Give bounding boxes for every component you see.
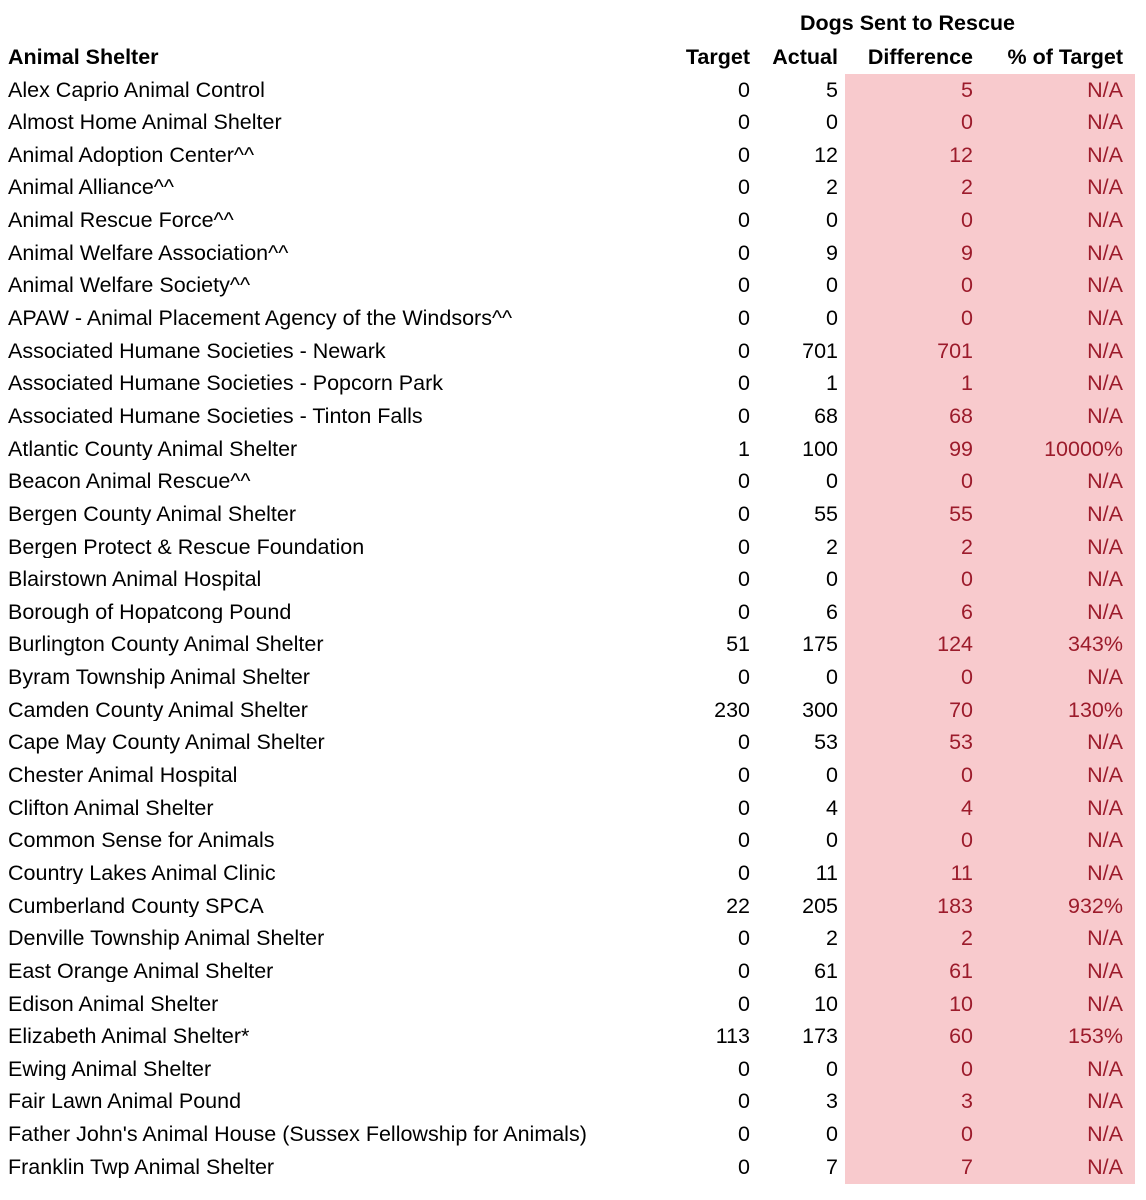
- table-row: [0, 890, 1146, 923]
- target-cell: 0: [738, 240, 750, 265]
- target-cell: 0: [738, 306, 750, 331]
- target-cell: 0: [738, 926, 750, 951]
- table-row: [0, 205, 1146, 238]
- target-cell: 0: [738, 1154, 750, 1179]
- col-header-actual: Actual: [772, 44, 838, 69]
- difference-cell: 60: [845, 1021, 987, 1054]
- pct-of-target-cell: N/A: [987, 270, 1135, 303]
- difference-cell: 12: [845, 139, 987, 172]
- col-header-difference: Difference: [867, 44, 973, 69]
- actual-cell: 701: [802, 338, 838, 363]
- shelter-name-cell: Associated Humane Societies - Popcorn Park: [8, 373, 443, 395]
- pct-of-target-cell: N/A: [987, 662, 1135, 695]
- shelter-name-cell: Animal Welfare Association^^: [8, 242, 289, 265]
- shelter-name-cell: Atlantic County Animal Shelter: [8, 438, 298, 461]
- shelter-name-cell: Animal Adoption Center^^: [8, 144, 255, 167]
- shelter-name-cell: Denville Township Animal Shelter: [8, 928, 325, 950]
- shelter-name-cell: Alex Caprio Animal Control: [8, 79, 265, 102]
- pct-of-target-cell: N/A: [987, 172, 1135, 205]
- difference-cell: 11: [845, 857, 987, 890]
- target-cell: 0: [738, 371, 750, 396]
- target-cell: 0: [738, 501, 750, 526]
- pct-of-target-cell: N/A: [987, 825, 1135, 858]
- target-cell: 0: [738, 958, 750, 983]
- actual-cell: 7: [826, 1154, 838, 1179]
- actual-cell: 4: [826, 795, 838, 820]
- pct-of-target-cell: N/A: [987, 335, 1135, 368]
- target-cell: 0: [738, 469, 750, 494]
- actual-cell: 175: [802, 632, 838, 657]
- difference-cell: 10: [845, 988, 987, 1021]
- target-cell: 0: [738, 795, 750, 820]
- target-cell: 0: [738, 1122, 750, 1147]
- table-title-row: [0, 6, 1146, 41]
- pct-of-target-cell: N/A: [987, 531, 1135, 564]
- actual-cell: 0: [826, 208, 838, 233]
- table-row: [0, 988, 1146, 1021]
- pct-of-target-cell: N/A: [987, 857, 1135, 890]
- target-cell: 0: [738, 1056, 750, 1081]
- difference-cell: 70: [845, 694, 987, 727]
- difference-cell: 0: [845, 825, 987, 858]
- difference-cell: 6: [845, 596, 987, 629]
- target-cell: 0: [738, 175, 750, 200]
- shelter-name-cell: Beacon Animal Rescue^^: [8, 471, 251, 493]
- table-row: [0, 237, 1146, 270]
- actual-cell: 0: [826, 1122, 838, 1147]
- shelter-name-cell: Father John's Animal House (Sussex Fellowship for Animals): [8, 1124, 587, 1146]
- actual-cell: 3: [826, 1089, 838, 1114]
- table-row: [0, 1053, 1146, 1086]
- actual-cell: 0: [826, 1056, 838, 1081]
- target-cell: 0: [738, 567, 750, 592]
- shelter-name-cell: Borough of Hopatcong Pound: [8, 601, 292, 624]
- table-row: [0, 727, 1146, 760]
- col-header-pct-of-target: % of Target: [1007, 44, 1123, 69]
- shelter-name-cell: Cape May County Animal Shelter: [8, 732, 325, 754]
- actual-cell: 11: [815, 860, 838, 885]
- pct-of-target-cell: N/A: [987, 923, 1135, 956]
- pct-of-target-cell: 153%: [987, 1021, 1135, 1054]
- actual-cell: 0: [826, 828, 838, 853]
- difference-cell: 2: [845, 172, 987, 205]
- table-row: [0, 792, 1146, 825]
- table-row: [0, 662, 1146, 695]
- actual-cell: 6: [826, 599, 838, 624]
- table-row: [0, 629, 1146, 662]
- table-row: [0, 1151, 1146, 1184]
- difference-cell: 0: [845, 205, 987, 238]
- shelter-name-cell: Bergen County Animal Shelter: [8, 503, 297, 526]
- pct-of-target-cell: N/A: [987, 988, 1135, 1021]
- table-row: [0, 172, 1146, 205]
- difference-cell: 183: [845, 890, 987, 923]
- difference-cell: 99: [845, 433, 987, 466]
- pct-of-target-cell: 130%: [987, 694, 1135, 727]
- pct-of-target-cell: 10000%: [987, 433, 1135, 466]
- difference-cell: 68: [845, 400, 987, 433]
- target-cell: 0: [738, 665, 750, 690]
- actual-cell: 0: [826, 110, 838, 135]
- shelter-name-cell: Associated Humane Societies - Tinton Falls: [8, 405, 423, 428]
- shelter-name-cell: Camden County Animal Shelter: [8, 699, 308, 722]
- actual-cell: 5: [826, 77, 838, 102]
- shelter-name-cell: Byram Township Animal Shelter: [8, 667, 310, 689]
- shelter-name-cell: Fair Lawn Animal Pound: [8, 1091, 242, 1113]
- shelter-name-cell: East Orange Animal Shelter: [8, 960, 274, 983]
- actual-cell: 2: [826, 534, 838, 559]
- target-cell: 1: [738, 436, 750, 461]
- target-cell: 0: [738, 208, 750, 233]
- target-cell: 0: [738, 77, 750, 102]
- target-cell: 230: [714, 697, 750, 722]
- table-row: [0, 694, 1146, 727]
- shelter-name-cell: Clifton Animal Shelter: [8, 797, 214, 820]
- difference-cell: 9: [845, 237, 987, 270]
- shelter-name-cell: Bergen Protect & Rescue Foundation: [8, 536, 365, 559]
- difference-cell: 1: [845, 368, 987, 401]
- target-cell: 0: [738, 534, 750, 559]
- pct-of-target-cell: N/A: [987, 1053, 1135, 1086]
- table-row: [0, 400, 1146, 433]
- table-row: [0, 596, 1146, 629]
- shelter-name-cell: Almost Home Animal Shelter: [8, 112, 282, 134]
- difference-cell: 0: [845, 759, 987, 792]
- table-row: [0, 955, 1146, 988]
- actual-cell: 205: [802, 893, 838, 918]
- shelter-name-cell: Associated Humane Societies - Newark: [8, 340, 386, 363]
- table-row: [0, 1086, 1146, 1119]
- difference-cell: 53: [845, 727, 987, 760]
- table-row: [0, 1119, 1146, 1152]
- target-cell: 0: [738, 1089, 750, 1114]
- table-row: [0, 466, 1146, 499]
- table-row: [0, 531, 1146, 564]
- table-row: [0, 270, 1146, 303]
- table-row: [0, 923, 1146, 956]
- actual-cell: 0: [826, 567, 838, 592]
- pct-of-target-cell: N/A: [987, 107, 1135, 140]
- shelter-name-cell: APAW - Animal Placement Agency of the Windsors^^: [8, 308, 513, 330]
- pct-of-target-cell: N/A: [987, 400, 1135, 433]
- pct-of-target-cell: N/A: [987, 727, 1135, 760]
- actual-cell: 12: [814, 142, 838, 167]
- table-body: [0, 74, 1146, 1184]
- actual-cell: 9: [826, 240, 838, 265]
- shelter-name-cell: Common Sense for Animals: [8, 830, 275, 852]
- pct-of-target-cell: N/A: [987, 596, 1135, 629]
- target-cell: 0: [738, 730, 750, 755]
- table-row: [0, 1021, 1146, 1054]
- actual-cell: 0: [826, 306, 838, 331]
- target-cell: 0: [738, 599, 750, 624]
- shelter-name-cell: Elizabeth Animal Shelter*: [8, 1026, 250, 1048]
- actual-cell: 61: [814, 958, 838, 983]
- actual-cell: 0: [826, 763, 838, 788]
- pct-of-target-cell: N/A: [987, 368, 1135, 401]
- shelter-name-cell: Animal Alliance^^: [8, 177, 174, 199]
- difference-cell: 0: [845, 466, 987, 499]
- actual-cell: 0: [826, 665, 838, 690]
- table-row: [0, 825, 1146, 858]
- shelter-name-cell: Animal Rescue Force^^: [8, 210, 234, 232]
- pct-of-target-cell: N/A: [987, 759, 1135, 792]
- pct-of-target-cell: N/A: [987, 139, 1135, 172]
- target-cell: 22: [726, 893, 750, 918]
- pct-of-target-cell: N/A: [987, 237, 1135, 270]
- target-cell: 0: [738, 860, 750, 885]
- shelter-name-cell: Cumberland County SPCA: [8, 895, 264, 918]
- difference-cell: 5: [845, 74, 987, 107]
- pct-of-target-cell: 343%: [987, 629, 1135, 662]
- actual-cell: 0: [826, 469, 838, 494]
- difference-cell: 2: [845, 923, 987, 956]
- col-header-target: Target: [685, 44, 750, 69]
- actual-cell: 53: [814, 730, 838, 755]
- actual-cell: 2: [826, 175, 838, 200]
- table-row: [0, 302, 1146, 335]
- pct-of-target-cell: N/A: [987, 302, 1135, 335]
- target-cell: 51: [726, 632, 750, 657]
- difference-cell: 0: [845, 662, 987, 695]
- table-row: [0, 368, 1146, 401]
- shelter-name-cell: Ewing Animal Shelter: [8, 1058, 212, 1081]
- target-cell: 0: [738, 142, 750, 167]
- pct-of-target-cell: N/A: [987, 792, 1135, 825]
- actual-cell: 173: [802, 1024, 838, 1049]
- difference-cell: 701: [845, 335, 987, 368]
- col-header-animal-shelter: Animal Shelter: [8, 46, 159, 69]
- table-row: [0, 564, 1146, 597]
- target-cell: 0: [738, 991, 750, 1016]
- pct-of-target-cell: N/A: [987, 1151, 1135, 1184]
- shelter-name-cell: Animal Welfare Society^^: [8, 275, 251, 297]
- target-cell: 0: [738, 338, 750, 363]
- difference-cell: 55: [845, 498, 987, 531]
- pct-of-target-cell: N/A: [987, 74, 1135, 107]
- table-row: [0, 335, 1146, 368]
- table-row: [0, 433, 1146, 466]
- pct-of-target-cell: N/A: [987, 955, 1135, 988]
- difference-cell: 0: [845, 564, 987, 597]
- difference-cell: 2: [845, 531, 987, 564]
- table-row: [0, 857, 1146, 890]
- actual-cell: 300: [802, 697, 838, 722]
- group-header-title: Dogs Sent to Rescue: [799, 10, 1016, 35]
- target-cell: 113: [715, 1024, 750, 1049]
- actual-cell: 10: [814, 991, 838, 1016]
- shelter-name-cell: Blairstown Animal Hospital: [8, 569, 262, 591]
- difference-cell: 61: [845, 955, 987, 988]
- difference-cell: 124: [845, 629, 987, 662]
- target-cell: 0: [738, 110, 750, 135]
- difference-cell: 0: [845, 270, 987, 303]
- pct-of-target-cell: 932%: [987, 890, 1135, 923]
- difference-cell: 0: [845, 1119, 987, 1152]
- table-row: [0, 74, 1146, 107]
- shelter-name-cell: Edison Animal Shelter: [8, 993, 219, 1015]
- table-row: [0, 139, 1146, 172]
- target-cell: 0: [738, 273, 750, 298]
- difference-cell: 3: [845, 1086, 987, 1119]
- table-header-row: [0, 41, 1146, 74]
- actual-cell: 2: [826, 926, 838, 951]
- shelter-name-cell: Franklin Twp Animal Shelter: [8, 1156, 275, 1179]
- table-row: [0, 498, 1146, 531]
- actual-cell: 100: [802, 436, 838, 461]
- difference-cell: 7: [845, 1151, 987, 1184]
- actual-cell: 55: [814, 501, 838, 526]
- difference-cell: 0: [845, 302, 987, 335]
- pct-of-target-cell: N/A: [987, 466, 1135, 499]
- difference-cell: 0: [845, 1053, 987, 1086]
- target-cell: 0: [738, 828, 750, 853]
- pct-of-target-cell: N/A: [987, 1086, 1135, 1119]
- actual-cell: 1: [826, 371, 838, 396]
- shelter-name-cell: Country Lakes Animal Clinic: [8, 862, 276, 885]
- table-row: [0, 107, 1146, 140]
- actual-cell: 0: [826, 273, 838, 298]
- target-cell: 0: [738, 403, 750, 428]
- pct-of-target-cell: N/A: [987, 498, 1135, 531]
- pct-of-target-cell: N/A: [987, 564, 1135, 597]
- shelter-name-cell: Chester Animal Hospital: [8, 765, 238, 787]
- difference-cell: 4: [845, 792, 987, 825]
- shelter-name-cell: Burlington County Animal Shelter: [8, 634, 324, 656]
- actual-cell: 68: [814, 403, 838, 428]
- pct-of-target-cell: N/A: [987, 205, 1135, 238]
- pct-of-target-cell: N/A: [987, 1119, 1135, 1152]
- target-cell: 0: [738, 763, 750, 788]
- difference-cell: 0: [845, 107, 987, 140]
- table-row: [0, 759, 1146, 792]
